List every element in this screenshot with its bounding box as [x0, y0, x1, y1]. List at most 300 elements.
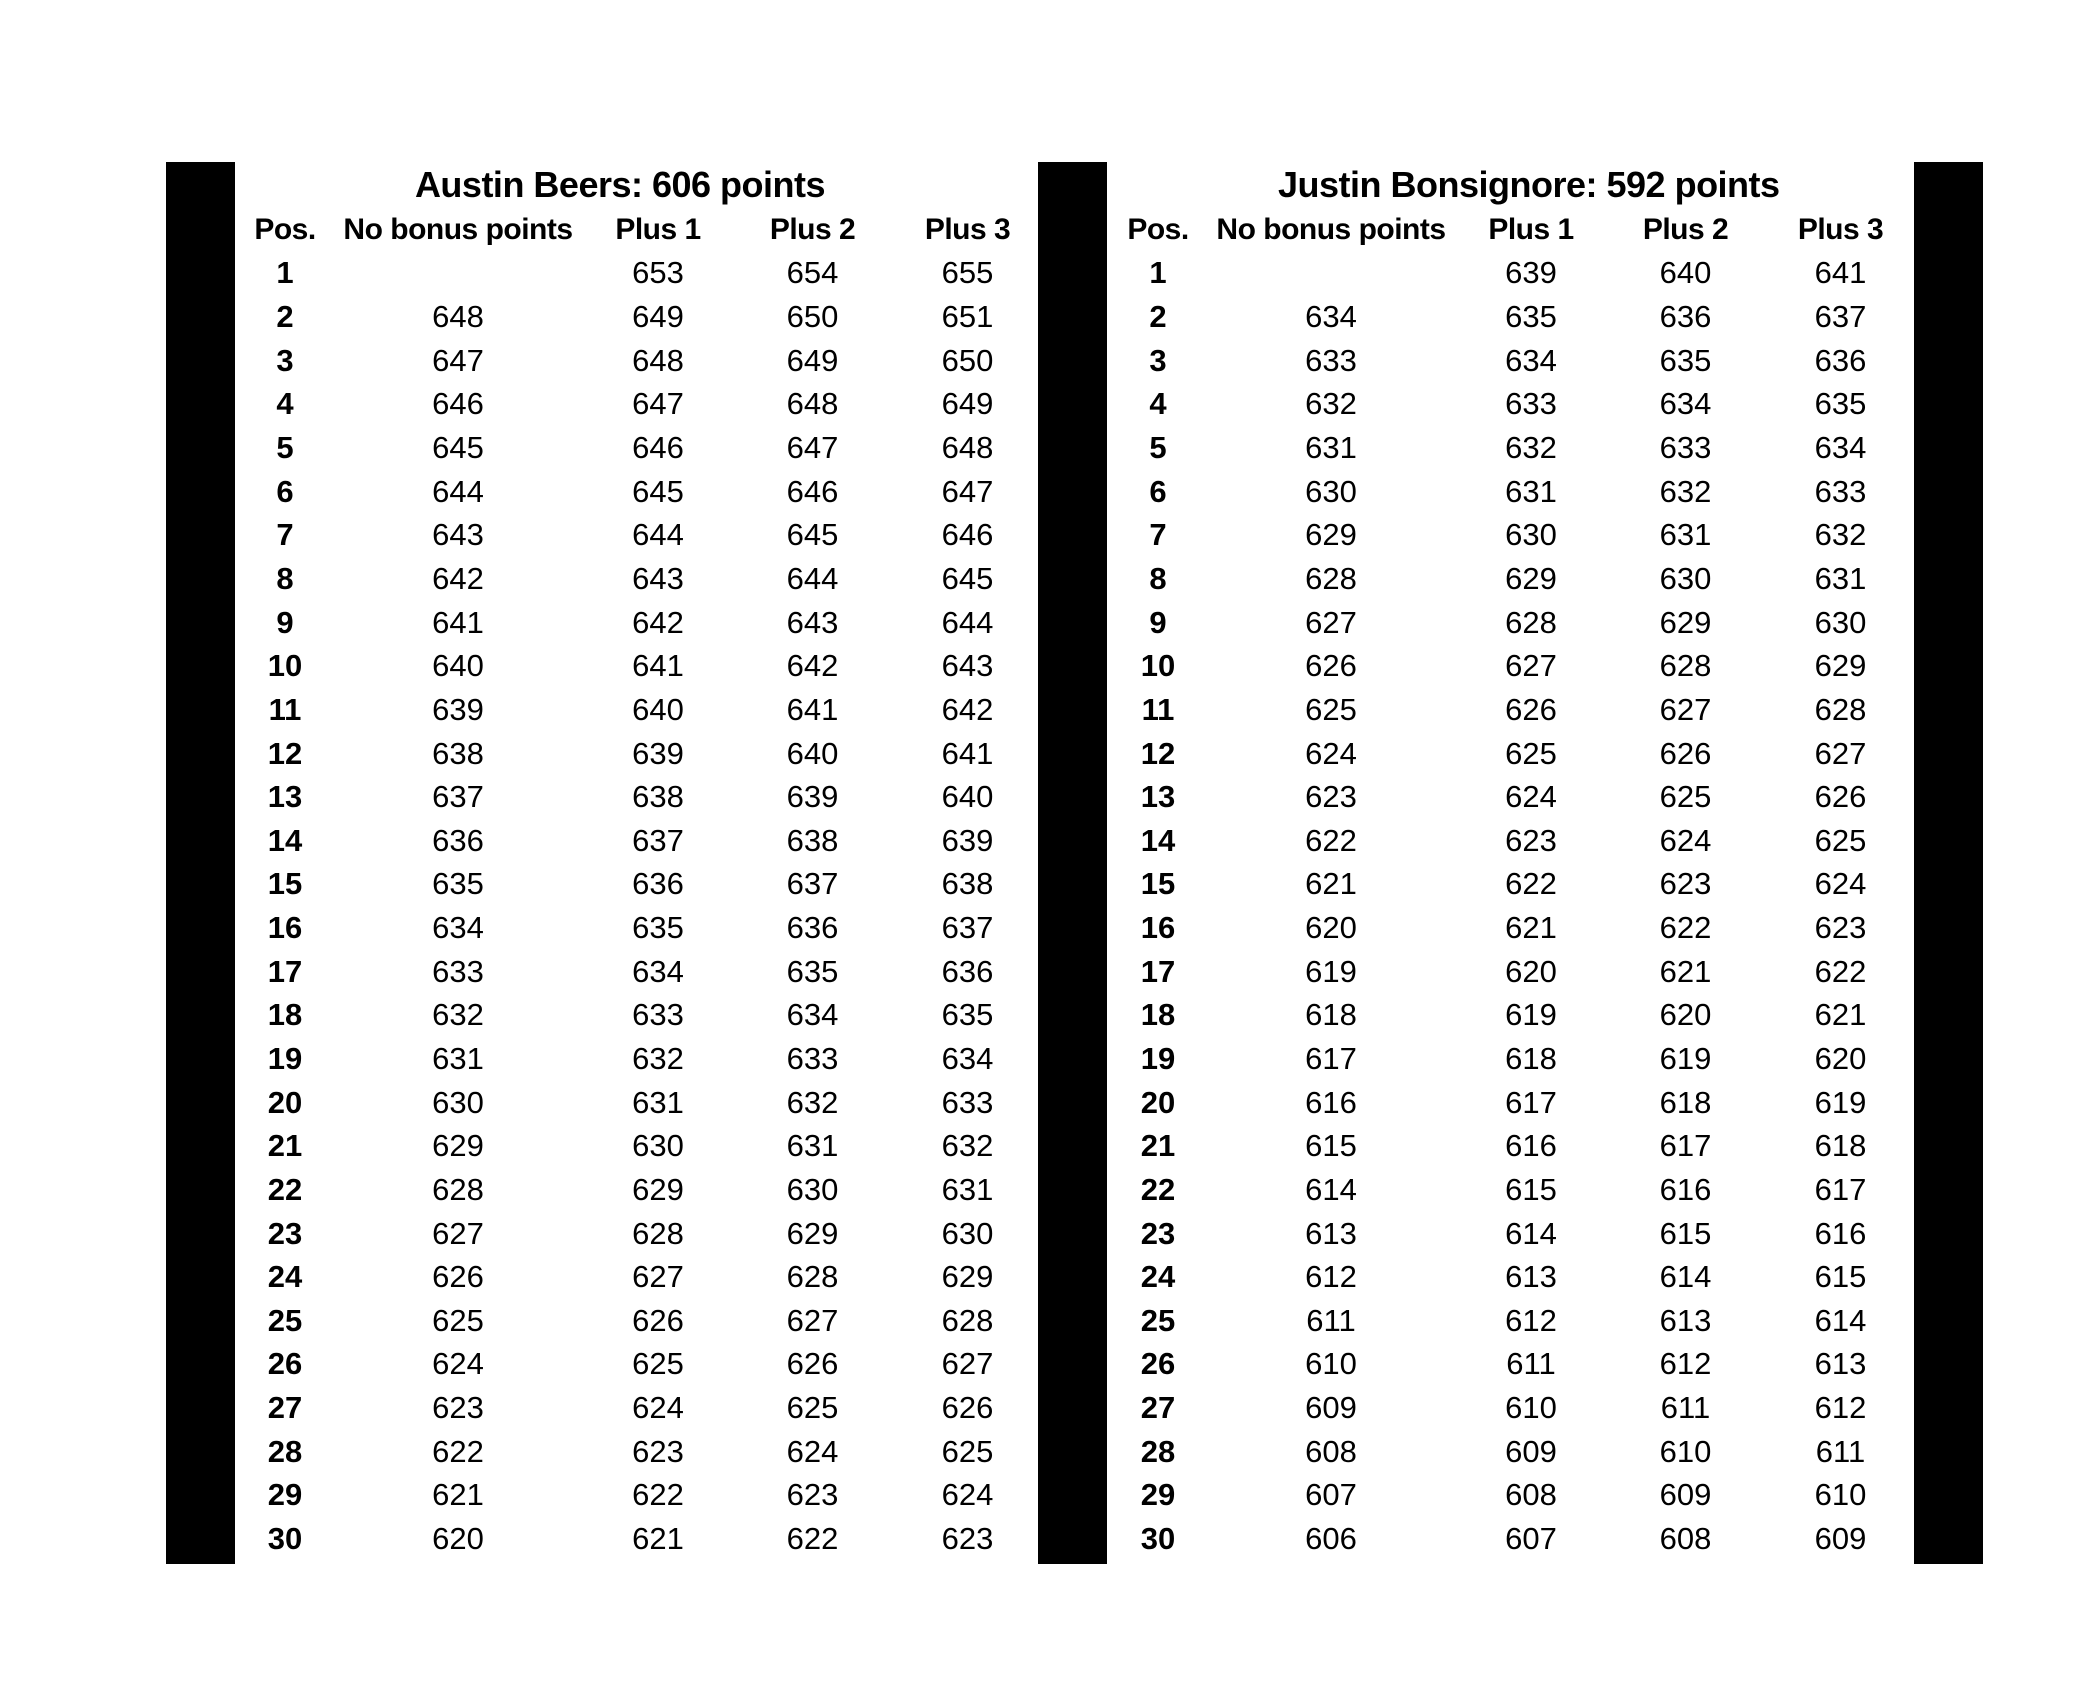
- cell-plus-1: 630: [632, 1128, 684, 1164]
- cell-plus-1: 617: [1505, 1084, 1557, 1120]
- table-row: [235, 1037, 1045, 1081]
- cell-plus-1: 630: [1505, 517, 1557, 553]
- cell-pos: 9: [1149, 604, 1167, 640]
- cell-plus-1: 607: [1505, 1521, 1557, 1557]
- cell-no-bonus: [1208, 252, 1454, 296]
- cell-plus-3: 620: [1814, 1040, 1867, 1076]
- table-row: [235, 1386, 1045, 1430]
- cell-plus-1: 628: [1505, 604, 1557, 640]
- cell-plus-3: 640: [941, 779, 994, 815]
- cell-plus-1: 633: [632, 997, 684, 1033]
- cell-plus-3: 630: [1814, 604, 1867, 640]
- cell-plus-3: 632: [941, 1128, 994, 1164]
- cell-plus-1: 636: [632, 866, 684, 902]
- cell-pos: 13: [267, 779, 303, 815]
- cell-pos: 1: [1149, 255, 1167, 291]
- cell-plus-2: 635: [1659, 342, 1712, 378]
- cell-pos: 2: [276, 299, 294, 335]
- cell-plus-2: 633: [1659, 430, 1712, 466]
- cell-plus-1: 627: [1505, 648, 1557, 684]
- cell-plus-3: 637: [1814, 299, 1867, 335]
- cell-no-bonus: 619: [1305, 953, 1357, 989]
- cell-pos: 16: [267, 910, 303, 946]
- cell-plus-1: 631: [632, 1084, 684, 1120]
- table-row: [1108, 688, 1918, 732]
- cell-plus-2: 627: [1659, 691, 1712, 727]
- cell-plus-2: 626: [1659, 735, 1712, 771]
- cell-plus-3: 635: [1814, 386, 1867, 422]
- cell-no-bonus: 635: [432, 866, 484, 902]
- cell-plus-1: 622: [1505, 866, 1557, 902]
- cell-plus-1: 621: [1505, 910, 1557, 946]
- cell-pos: 7: [276, 517, 294, 553]
- table-row: [235, 1517, 1045, 1561]
- cell-pos: 18: [1140, 997, 1176, 1033]
- cell-plus-2: 639: [786, 779, 839, 815]
- table-row: [1108, 1474, 1918, 1518]
- table-row: [1108, 1037, 1918, 1081]
- cell-no-bonus: 634: [432, 910, 484, 946]
- cell-pos: 21: [267, 1128, 303, 1164]
- cell-no-bonus: 621: [1305, 866, 1357, 902]
- table-row: [1108, 906, 1918, 950]
- cell-no-bonus: 621: [432, 1477, 484, 1513]
- cell-plus-2: 634: [786, 997, 839, 1033]
- cell-pos: 11: [268, 691, 302, 727]
- cell-no-bonus: 637: [432, 779, 484, 815]
- cell-plus-1: 632: [632, 1040, 684, 1076]
- cell-plus-2: 621: [1659, 953, 1712, 989]
- cell-plus-1: 610: [1505, 1390, 1557, 1426]
- cell-plus-1: 642: [632, 604, 684, 640]
- cell-pos: 25: [267, 1302, 303, 1338]
- cell-pos: 10: [267, 648, 303, 684]
- cell-plus-2: 645: [786, 517, 839, 553]
- cell-no-bonus: 606: [1305, 1521, 1357, 1557]
- cell-plus-3: 628: [1814, 691, 1867, 727]
- table-row: [1108, 1124, 1918, 1168]
- cell-plus-2: 641: [786, 691, 839, 727]
- cell-plus-3: 636: [1814, 342, 1867, 378]
- cell-plus-2: 627: [786, 1302, 839, 1338]
- cell-plus-2: 611: [1660, 1390, 1711, 1426]
- table-body: [235, 252, 1045, 1561]
- cell-pos: 14: [267, 822, 303, 858]
- table-row: [1108, 1430, 1918, 1474]
- divider-bar-middle: [1038, 162, 1107, 1564]
- cell-no-bonus: 631: [432, 1040, 484, 1076]
- cell-plus-2: 631: [1659, 517, 1712, 553]
- cell-plus-1: 629: [1505, 560, 1557, 596]
- cell-plus-3: 634: [1814, 430, 1867, 466]
- cell-plus-1: 613: [1505, 1259, 1557, 1295]
- table-row: [1108, 950, 1918, 994]
- column-header-plus-2: Plus 2: [1642, 212, 1729, 246]
- cell-plus-2: 624: [786, 1433, 839, 1469]
- cell-plus-1: 628: [632, 1215, 684, 1251]
- table-row: [1108, 863, 1918, 907]
- cell-pos: 22: [1140, 1171, 1176, 1207]
- table-row: [235, 906, 1045, 950]
- cell-no-bonus: 627: [432, 1215, 484, 1251]
- cell-plus-3: 618: [1814, 1128, 1867, 1164]
- cell-pos: 7: [1149, 517, 1167, 553]
- table-row: [235, 732, 1045, 776]
- cell-plus-1: 612: [1505, 1302, 1557, 1338]
- cell-pos: 26: [1140, 1346, 1176, 1382]
- cell-pos: 30: [267, 1521, 303, 1557]
- cell-plus-1: 647: [632, 386, 684, 422]
- cell-pos: 3: [1149, 342, 1167, 378]
- cell-pos: 25: [1140, 1302, 1176, 1338]
- table-row: [235, 295, 1045, 339]
- cell-plus-1: 621: [632, 1521, 684, 1557]
- table-row: [1108, 819, 1918, 863]
- cell-plus-1: 638: [632, 779, 684, 815]
- cell-plus-2: 633: [786, 1040, 839, 1076]
- table-row: [235, 1343, 1045, 1387]
- cell-no-bonus: 625: [432, 1302, 484, 1338]
- cell-pos: 26: [267, 1346, 303, 1382]
- cell-plus-3: 635: [941, 997, 994, 1033]
- cell-plus-3: 619: [1814, 1084, 1867, 1120]
- cell-plus-2: 616: [1659, 1171, 1712, 1207]
- cell-plus-3: 625: [941, 1433, 994, 1469]
- cell-plus-3: 647: [941, 473, 994, 509]
- table-row: [235, 1255, 1045, 1299]
- table-body: [1108, 252, 1918, 1561]
- cell-plus-1: 625: [632, 1346, 684, 1382]
- cell-pos: 16: [1140, 910, 1176, 946]
- cell-plus-2: 637: [786, 866, 839, 902]
- table-row: [1108, 1255, 1918, 1299]
- cell-plus-3: 648: [941, 430, 994, 466]
- cell-no-bonus: 625: [1305, 691, 1357, 727]
- cell-pos: 24: [1140, 1259, 1176, 1295]
- cell-pos: 29: [267, 1477, 303, 1513]
- table-row: [235, 644, 1045, 688]
- table-row: [235, 775, 1045, 819]
- header-row: [235, 208, 1045, 252]
- cell-plus-2: 617: [1659, 1128, 1712, 1164]
- cell-plus-1: 609: [1505, 1433, 1557, 1469]
- cell-pos: 21: [1140, 1128, 1176, 1164]
- cell-pos: 30: [1140, 1521, 1176, 1557]
- cell-plus-3: 615: [1814, 1259, 1867, 1295]
- cell-no-bonus: 611: [1306, 1302, 1356, 1338]
- table-row: [235, 426, 1045, 470]
- cell-plus-1: 616: [1505, 1128, 1557, 1164]
- table-row: [235, 383, 1045, 427]
- cell-no-bonus: 617: [1305, 1040, 1357, 1076]
- column-header-plus-3: Plus 3: [1797, 212, 1884, 246]
- cell-plus-1: 615: [1505, 1171, 1557, 1207]
- cell-plus-2: 642: [786, 648, 839, 684]
- cell-pos: 12: [267, 735, 303, 771]
- cell-pos: 17: [1140, 953, 1176, 989]
- table-row: [1108, 1168, 1918, 1212]
- cell-plus-3: 628: [941, 1302, 994, 1338]
- cell-plus-2: 644: [786, 560, 839, 596]
- column-header-plus-3: Plus 3: [924, 212, 1011, 246]
- column-header-no-bonus: No bonus points: [1216, 212, 1446, 246]
- cell-plus-1: 611: [1506, 1346, 1556, 1382]
- cell-plus-2: 626: [786, 1346, 839, 1382]
- table-row: [1108, 1386, 1918, 1430]
- cell-plus-1: 624: [1505, 779, 1557, 815]
- cell-plus-2: 646: [786, 473, 839, 509]
- cell-plus-3: 616: [1814, 1215, 1867, 1251]
- cell-pos: 8: [276, 560, 294, 596]
- cell-plus-2: 622: [786, 1521, 839, 1557]
- cell-no-bonus: 646: [432, 386, 484, 422]
- cell-no-bonus: 630: [432, 1084, 484, 1120]
- cell-pos: 29: [1140, 1477, 1176, 1513]
- cell-plus-3: 633: [941, 1084, 994, 1120]
- column-header-pos: Pos.: [254, 212, 316, 246]
- points-table: [235, 208, 1045, 1561]
- table-row: [1108, 1212, 1918, 1256]
- table-row: [1108, 339, 1918, 383]
- column-header-pos: Pos.: [1127, 212, 1189, 246]
- cell-plus-2: 628: [1659, 648, 1712, 684]
- cell-no-bonus: 643: [432, 517, 484, 553]
- cell-pos: 19: [1140, 1040, 1176, 1076]
- cell-plus-2: 631: [786, 1128, 839, 1164]
- table-row: [1108, 426, 1918, 470]
- cell-plus-2: 614: [1659, 1259, 1712, 1295]
- cell-no-bonus: 624: [1305, 735, 1357, 771]
- cell-plus-2: 624: [1659, 822, 1712, 858]
- cell-no-bonus: 641: [432, 604, 484, 640]
- cell-plus-3: 617: [1814, 1171, 1867, 1207]
- cell-plus-3: 623: [941, 1521, 994, 1557]
- cell-plus-3: 641: [941, 735, 994, 771]
- table-row: [1108, 644, 1918, 688]
- points-table: [1108, 208, 1918, 1561]
- cell-plus-1: 632: [1505, 430, 1557, 466]
- cell-pos: 28: [1140, 1433, 1176, 1469]
- cell-pos: 24: [267, 1259, 303, 1295]
- cell-plus-1: 635: [1505, 299, 1557, 335]
- cell-no-bonus: 634: [1305, 299, 1357, 335]
- cell-pos: 5: [1149, 430, 1167, 466]
- cell-plus-2: 638: [786, 822, 839, 858]
- cell-pos: 4: [276, 386, 294, 422]
- table-row: [235, 950, 1045, 994]
- cell-plus-2: 636: [786, 910, 839, 946]
- cell-plus-2: 636: [1659, 299, 1712, 335]
- cell-plus-3: 624: [941, 1477, 994, 1513]
- cell-no-bonus: 630: [1305, 473, 1357, 509]
- table-row: [235, 819, 1045, 863]
- cell-plus-3: 611: [1815, 1433, 1866, 1469]
- cell-pos: 20: [267, 1084, 303, 1120]
- cell-plus-2: 623: [786, 1477, 839, 1513]
- table-row: [235, 994, 1045, 1038]
- cell-plus-2: 635: [786, 953, 839, 989]
- cell-plus-2: 629: [1659, 604, 1712, 640]
- table-row: [235, 557, 1045, 601]
- divider-bar-left: [166, 162, 235, 1564]
- cell-no-bonus: 620: [432, 1521, 484, 1557]
- cell-plus-1: 648: [632, 342, 684, 378]
- cell-plus-3: 644: [941, 604, 994, 640]
- cell-plus-1: 637: [632, 822, 684, 858]
- cell-plus-3: 626: [941, 1390, 994, 1426]
- cell-pos: 2: [1149, 299, 1167, 335]
- table-row: [1108, 994, 1918, 1038]
- cell-no-bonus: 615: [1305, 1128, 1357, 1164]
- cell-plus-3: 624: [1814, 866, 1867, 902]
- cell-plus-2: 654: [786, 255, 839, 291]
- table-row: [1108, 513, 1918, 557]
- cell-pos: 6: [1149, 473, 1167, 509]
- cell-plus-3: 629: [941, 1259, 994, 1295]
- cell-plus-1: 627: [632, 1259, 684, 1295]
- cell-plus-3: 641: [1814, 255, 1867, 291]
- table-row: [235, 1474, 1045, 1518]
- table-row: [235, 252, 1045, 296]
- cell-plus-2: 632: [1659, 473, 1712, 509]
- cell-plus-2: 613: [1659, 1302, 1712, 1338]
- table-row: [235, 1081, 1045, 1125]
- cell-plus-2: 650: [786, 299, 839, 335]
- cell-plus-2: 622: [1659, 910, 1712, 946]
- cell-plus-3: 639: [941, 822, 994, 858]
- cell-plus-1: 619: [1505, 997, 1557, 1033]
- cell-pos: 17: [267, 953, 303, 989]
- cell-plus-1: 614: [1505, 1215, 1557, 1251]
- cell-pos: 15: [1140, 866, 1176, 902]
- cell-plus-1: 622: [632, 1477, 684, 1513]
- cell-plus-1: 641: [632, 648, 684, 684]
- table-row: [1108, 470, 1918, 514]
- cell-plus-1: 634: [632, 953, 684, 989]
- cell-plus-3: 629: [1814, 648, 1867, 684]
- table-title: Austin Beers: 606 points: [414, 164, 826, 205]
- cell-no-bonus: 628: [432, 1171, 484, 1207]
- table-row: [1108, 252, 1918, 296]
- cell-plus-1: 623: [632, 1433, 684, 1469]
- table-row: [235, 1124, 1045, 1168]
- column-header-plus-2: Plus 2: [769, 212, 856, 246]
- cell-no-bonus: 640: [432, 648, 484, 684]
- cell-no-bonus: 632: [432, 997, 484, 1033]
- cell-pos: 27: [267, 1390, 303, 1426]
- cell-plus-3: 610: [1814, 1477, 1867, 1513]
- table-row: [1108, 732, 1918, 776]
- cell-plus-2: 615: [1659, 1215, 1712, 1251]
- cell-plus-3: 642: [941, 691, 994, 727]
- cell-pos: 14: [1140, 822, 1176, 858]
- cell-plus-1: 631: [1505, 473, 1557, 509]
- cell-plus-1: 629: [632, 1171, 684, 1207]
- cell-no-bonus: 633: [1305, 342, 1357, 378]
- table-row: [235, 1430, 1045, 1474]
- cell-plus-1: 649: [632, 299, 684, 335]
- cell-plus-1: 633: [1505, 386, 1557, 422]
- cell-no-bonus: 613: [1305, 1215, 1357, 1251]
- cell-no-bonus: 639: [432, 691, 484, 727]
- cell-plus-1: 640: [632, 691, 684, 727]
- cell-pos: 15: [267, 866, 303, 902]
- cell-plus-1: 623: [1505, 822, 1557, 858]
- cell-no-bonus: 632: [1305, 386, 1357, 422]
- cell-plus-1: 639: [632, 735, 684, 771]
- cell-pos: 6: [276, 473, 294, 509]
- cell-no-bonus: 608: [1305, 1433, 1357, 1469]
- cell-no-bonus: 629: [432, 1128, 484, 1164]
- cell-plus-3: 630: [941, 1215, 994, 1251]
- table-row: [1108, 557, 1918, 601]
- cell-plus-3: 633: [1814, 473, 1867, 509]
- cell-plus-3: 650: [941, 342, 994, 378]
- cell-plus-1: 620: [1505, 953, 1557, 989]
- table-row: [235, 688, 1045, 732]
- cell-no-bonus: 648: [432, 299, 484, 335]
- cell-plus-3: 632: [1814, 517, 1867, 553]
- cell-no-bonus: 628: [1305, 560, 1357, 596]
- cell-pos: 11: [1141, 691, 1175, 727]
- cell-plus-3: 621: [1814, 997, 1867, 1033]
- cell-plus-1: 635: [632, 910, 684, 946]
- cell-plus-3: 609: [1814, 1521, 1867, 1557]
- cell-plus-3: 645: [941, 560, 994, 596]
- cell-plus-1: 608: [1505, 1477, 1557, 1513]
- cell-plus-3: 655: [941, 255, 994, 291]
- header-row: [1108, 208, 1918, 252]
- cell-no-bonus: 645: [432, 430, 484, 466]
- cell-plus-3: 614: [1814, 1302, 1867, 1338]
- cell-plus-3: 646: [941, 517, 994, 553]
- cell-no-bonus: 629: [1305, 517, 1357, 553]
- table-row: [235, 470, 1045, 514]
- table-row: [235, 601, 1045, 645]
- table-row: [1108, 383, 1918, 427]
- cell-plus-2: 608: [1659, 1521, 1712, 1557]
- cell-plus-2: 625: [1659, 779, 1712, 815]
- cell-plus-2: 632: [786, 1084, 839, 1120]
- cell-no-bonus: 638: [432, 735, 484, 771]
- cell-plus-2: 623: [1659, 866, 1712, 902]
- cell-plus-3: 626: [1814, 779, 1867, 815]
- cell-plus-2: 634: [1659, 386, 1712, 422]
- cell-plus-3: 623: [1814, 910, 1867, 946]
- table-row: [235, 1168, 1045, 1212]
- cell-plus-1: 645: [632, 473, 684, 509]
- cell-no-bonus: 623: [432, 1390, 484, 1426]
- cell-plus-3: 631: [941, 1171, 994, 1207]
- table-row: [235, 1212, 1045, 1256]
- cell-plus-3: 643: [941, 648, 994, 684]
- table-row: [1108, 295, 1918, 339]
- cell-plus-3: 649: [941, 386, 994, 422]
- table-row: [1108, 1343, 1918, 1387]
- table-row: [235, 513, 1045, 557]
- table-row: [1108, 1517, 1918, 1561]
- cell-plus-3: 651: [941, 299, 994, 335]
- cell-no-bonus: 624: [432, 1346, 484, 1382]
- cell-no-bonus: 626: [1305, 648, 1357, 684]
- cell-no-bonus: 622: [432, 1433, 484, 1469]
- cell-plus-2: 619: [1659, 1040, 1712, 1076]
- cell-plus-1: 624: [632, 1390, 684, 1426]
- cell-plus-3: 638: [941, 866, 994, 902]
- cell-plus-2: 628: [786, 1259, 839, 1295]
- table-row: [1108, 601, 1918, 645]
- cell-plus-1: 626: [1505, 691, 1557, 727]
